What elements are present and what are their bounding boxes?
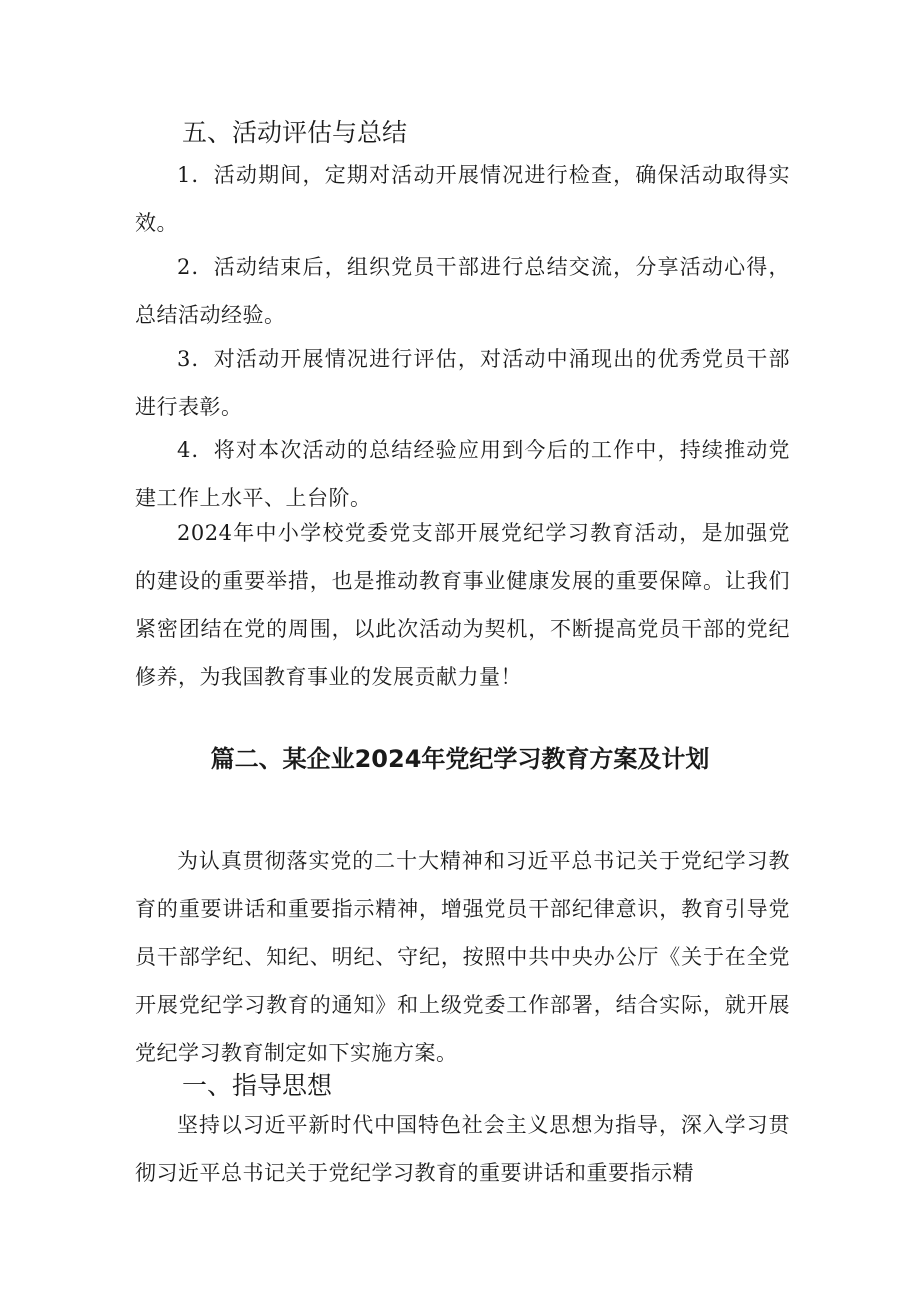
section-heading-guiding-ideology: 一、指导思想 <box>182 1071 333 1100</box>
intro-paragraph: 为认真贯彻落实党的二十大精神和习近平总书记关于党纪学习教育的重要讲话和重要指示精神，增强党员干部纪律意识，教育引导党员干部学纪、知纪、明纪、守纪，按照中共中央办公厅《关于在全党开展党纪学习教育的通知》和上级党委工作部署，结合实际，就开展党纪学习教育制定如下实施方案。 <box>135 849 790 1065</box>
list-item-2: 2．活动结束后，组织党员干部进行总结交流，分享活动心得，总结活动经验。 <box>135 255 790 327</box>
section-heading-evaluation: 五、活动评估与总结 <box>182 118 408 147</box>
document-title: 篇二、某企业2024年党纪学习教育方案及计划 <box>210 745 710 773</box>
guiding-ideology-paragraph: 坚持以习近平新时代中国特色社会主义思想为指导，深入学习贯彻习近平总书记关于党纪学习教育的重要讲话和重要指示精 <box>135 1113 790 1185</box>
list-item-1: 1．活动期间，定期对活动开展情况进行检查，确保活动取得实效。 <box>135 163 790 235</box>
list-item-3: 3．对活动开展情况进行评估，对活动中涌现出的优秀党员干部进行表彰。 <box>135 347 790 419</box>
list-item-4: 4．将对本次活动的总结经验应用到今后的工作中，持续推动党建工作上水平、上台阶。 <box>135 438 790 510</box>
conclusion-paragraph: 2024年中小学校党委党支部开展党纪学习教育活动，是加强党的建设的重要举措，也是推动教育事业健康发展的重要保障。让我们紧密团结在党的周围，以此次活动为契机，不断提高党员干部的党纪修养，为我国教育事业的发展贡献力量！ <box>135 521 790 689</box>
